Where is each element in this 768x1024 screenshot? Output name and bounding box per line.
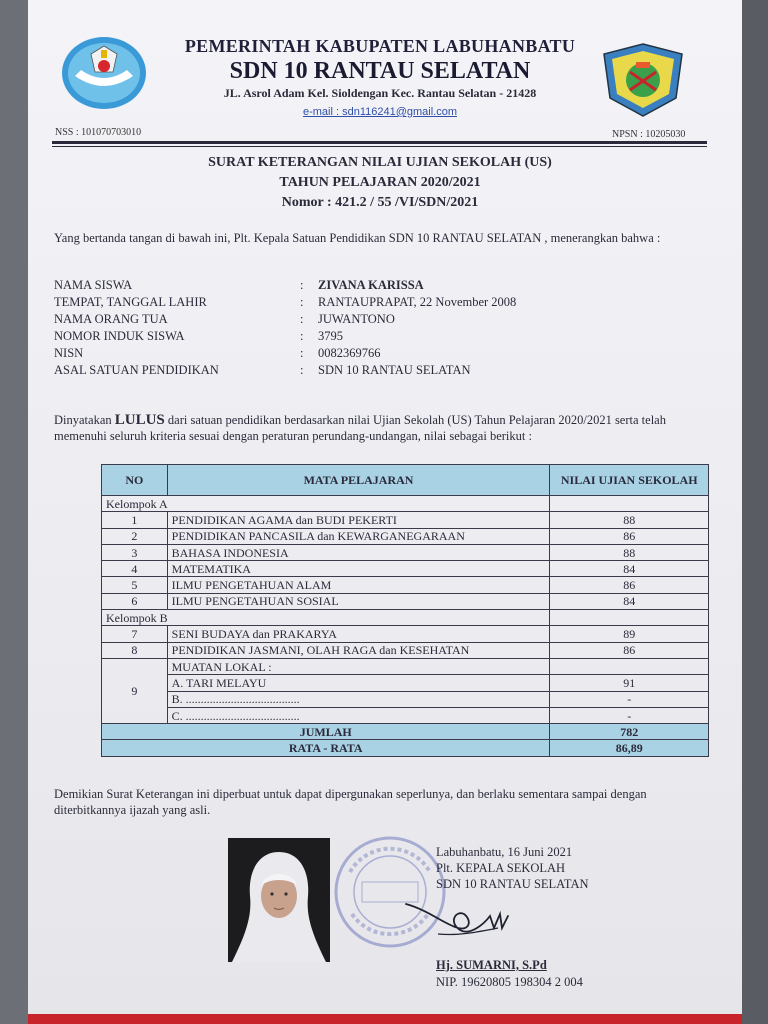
score-cell: 84 bbox=[550, 561, 709, 577]
signature-school: SDN 10 RANTAU SELATAN bbox=[436, 877, 589, 891]
info-label: NOMOR INDUK SISWA bbox=[54, 329, 185, 343]
row-number: 4 bbox=[102, 561, 168, 577]
declaration-text: dari satuan pendidikan berdasarkan nilai Ujian Sekolah (US) Tahun Pelajaran 2020/2021 serta telah memenuhi seluruh kriteria sesuai dengan peraturan perundang-undangan, nilai sebagai berikut : bbox=[54, 413, 666, 443]
table-row bbox=[102, 691, 709, 707]
grades-table bbox=[101, 464, 709, 757]
info-colon: : bbox=[300, 312, 304, 326]
score-cell: 91 bbox=[550, 675, 709, 691]
column-header-score: NILAI UJIAN SEKOLAH bbox=[550, 465, 709, 496]
info-label: ASAL SATUAN PENDIDIKAN bbox=[54, 363, 219, 377]
pass-status: LULUS bbox=[114, 412, 165, 428]
header-divider bbox=[52, 141, 707, 144]
table-row bbox=[102, 544, 709, 560]
row-number: 7 bbox=[102, 626, 168, 642]
group-row bbox=[102, 496, 709, 512]
subject-cell: MATEMATIKA bbox=[167, 561, 550, 577]
subject-cell: B. ...................................... bbox=[167, 691, 550, 707]
signature-role: Plt. KEPALA SEKOLAH bbox=[436, 861, 566, 875]
table-row bbox=[102, 528, 709, 544]
info-colon: : bbox=[300, 329, 304, 343]
subject-cell: ILMU PENGETAHUAN ALAM bbox=[167, 577, 550, 593]
row-number: 1 bbox=[102, 512, 168, 528]
info-value: SDN 10 RANTAU SELATAN bbox=[318, 363, 471, 377]
row-number: 6 bbox=[102, 593, 168, 609]
info-label: NAMA SISWA bbox=[54, 278, 133, 292]
subject-cell: BAHASA INDONESIA bbox=[167, 544, 550, 560]
table-row bbox=[102, 675, 709, 691]
info-value: RANTAUPRAPAT, 22 November 2008 bbox=[318, 295, 517, 309]
row-number: 9 bbox=[102, 658, 168, 723]
subject-cell: MUATAN LOKAL : bbox=[167, 658, 550, 674]
group-row bbox=[102, 610, 709, 626]
score-cell bbox=[550, 658, 709, 674]
principal-name: Hj. SUMARNI, S.Pd bbox=[436, 958, 547, 972]
document-number: Nomor : 421.2 / 55 /VI/SDN/2021 bbox=[281, 195, 479, 210]
education-logo bbox=[61, 36, 147, 110]
info-label: TEMPAT, TANGGAL LAHIR bbox=[54, 295, 207, 309]
table-row bbox=[102, 561, 709, 577]
student-photo bbox=[228, 838, 330, 962]
school-address: JL. Asrol Adam Kel. Sioldengan Kec. Rantau Selatan - 21428 bbox=[223, 86, 537, 100]
table-cell bbox=[550, 610, 709, 626]
declaration-paragraph bbox=[54, 412, 694, 444]
score-cell: 86 bbox=[550, 528, 709, 544]
subject-cell: PENDIDIKAN JASMANI, OLAH RAGA dan KESEHATAN bbox=[167, 642, 550, 658]
table-row bbox=[102, 626, 709, 642]
total-row bbox=[102, 724, 709, 740]
score-cell: - bbox=[550, 707, 709, 723]
average-label: RATA - RATA bbox=[102, 740, 550, 756]
row-number: 3 bbox=[102, 544, 168, 560]
school-email: e-mail : sdn116241@gmail.com bbox=[302, 106, 458, 118]
group-label: Kelompok A bbox=[102, 496, 550, 512]
background-left bbox=[0, 0, 28, 1024]
intro-paragraph: Yang bertanda tangan di bawah ini, Plt. Kepala Satuan Pendidikan SDN 10 RANTAU SELATAN , menerangkan bahwa : bbox=[54, 231, 661, 245]
table-row bbox=[102, 658, 709, 674]
info-colon: : bbox=[300, 295, 304, 309]
info-value: JUWANTONO bbox=[318, 312, 395, 326]
average-row bbox=[102, 740, 709, 756]
info-colon: : bbox=[300, 346, 304, 360]
score-cell: 86 bbox=[550, 577, 709, 593]
nss-number: NSS : 101070703010 bbox=[55, 127, 142, 138]
table-row bbox=[102, 707, 709, 723]
total-value: 782 bbox=[550, 724, 709, 740]
score-cell: 88 bbox=[550, 512, 709, 528]
regency-logo bbox=[600, 42, 686, 118]
info-value: 0082369766 bbox=[318, 346, 381, 360]
table-header-row bbox=[102, 465, 709, 496]
average-value: 86,89 bbox=[550, 740, 709, 756]
row-number: 8 bbox=[102, 642, 168, 658]
header-divider-thin bbox=[52, 146, 707, 147]
subject-cell: PENDIDIKAN PANCASILA dan KEWARGANEGARAAN bbox=[167, 528, 550, 544]
info-colon: : bbox=[300, 278, 304, 292]
handwritten-signature bbox=[398, 884, 528, 944]
column-header-subject: MATA PELAJARAN bbox=[167, 465, 550, 496]
declaration-prefix: Dinyatakan bbox=[54, 413, 115, 427]
score-cell: 89 bbox=[550, 626, 709, 642]
row-number: 5 bbox=[102, 577, 168, 593]
background-right bbox=[742, 0, 768, 1024]
table-row bbox=[102, 577, 709, 593]
student-name: ZIVANA KARISSA bbox=[318, 278, 424, 292]
column-header-no: NO bbox=[102, 465, 168, 496]
total-label: JUMLAH bbox=[102, 724, 550, 740]
principal-nip: NIP. 19620805 198304 2 004 bbox=[436, 975, 583, 989]
subject-cell: C. ...................................... bbox=[167, 707, 550, 723]
government-header: PEMERINTAH KABUPATEN LABUHANBATU bbox=[184, 36, 576, 56]
document-title: SURAT KETERANGAN NILAI UJIAN SEKOLAH (US) bbox=[208, 155, 552, 170]
red-surface bbox=[28, 1014, 742, 1024]
score-cell: 88 bbox=[550, 544, 709, 560]
subject-cell: A. TARI MELAYU bbox=[167, 675, 550, 691]
score-cell: 86 bbox=[550, 642, 709, 658]
info-label: NISN bbox=[54, 346, 84, 360]
info-value: 3795 bbox=[318, 329, 343, 343]
group-label: Kelompok B bbox=[102, 610, 550, 626]
score-cell: - bbox=[550, 691, 709, 707]
info-label: NAMA ORANG TUA bbox=[54, 312, 168, 326]
subject-cell: ILMU PENGETAHUAN SOSIAL bbox=[167, 593, 550, 609]
subject-cell: SENI BUDAYA dan PRAKARYA bbox=[167, 626, 550, 642]
row-number: 2 bbox=[102, 528, 168, 544]
npsn-number: NPSN : 10205030 bbox=[612, 129, 686, 140]
table-row bbox=[102, 512, 709, 528]
table-cell bbox=[550, 496, 709, 512]
closing-paragraph: Demikian Surat Keterangan ini diperbuat untuk dapat dipergunakan seperlunya, dan berlaku sementara sampai dengan diterbitkannya ijazah yang asli. bbox=[54, 787, 647, 817]
score-cell: 84 bbox=[550, 593, 709, 609]
subject-cell: PENDIDIKAN AGAMA dan BUDI PEKERTI bbox=[167, 512, 550, 528]
info-colon: : bbox=[300, 363, 304, 377]
table-row bbox=[102, 593, 709, 609]
school-name: SDN 10 RANTAU SELATAN bbox=[229, 58, 531, 84]
table-row bbox=[102, 642, 709, 658]
academic-year: TAHUN PELAJARAN 2020/2021 bbox=[279, 175, 481, 190]
signature-place-date: Labuhanbatu, 16 Juni 2021 bbox=[436, 845, 573, 859]
